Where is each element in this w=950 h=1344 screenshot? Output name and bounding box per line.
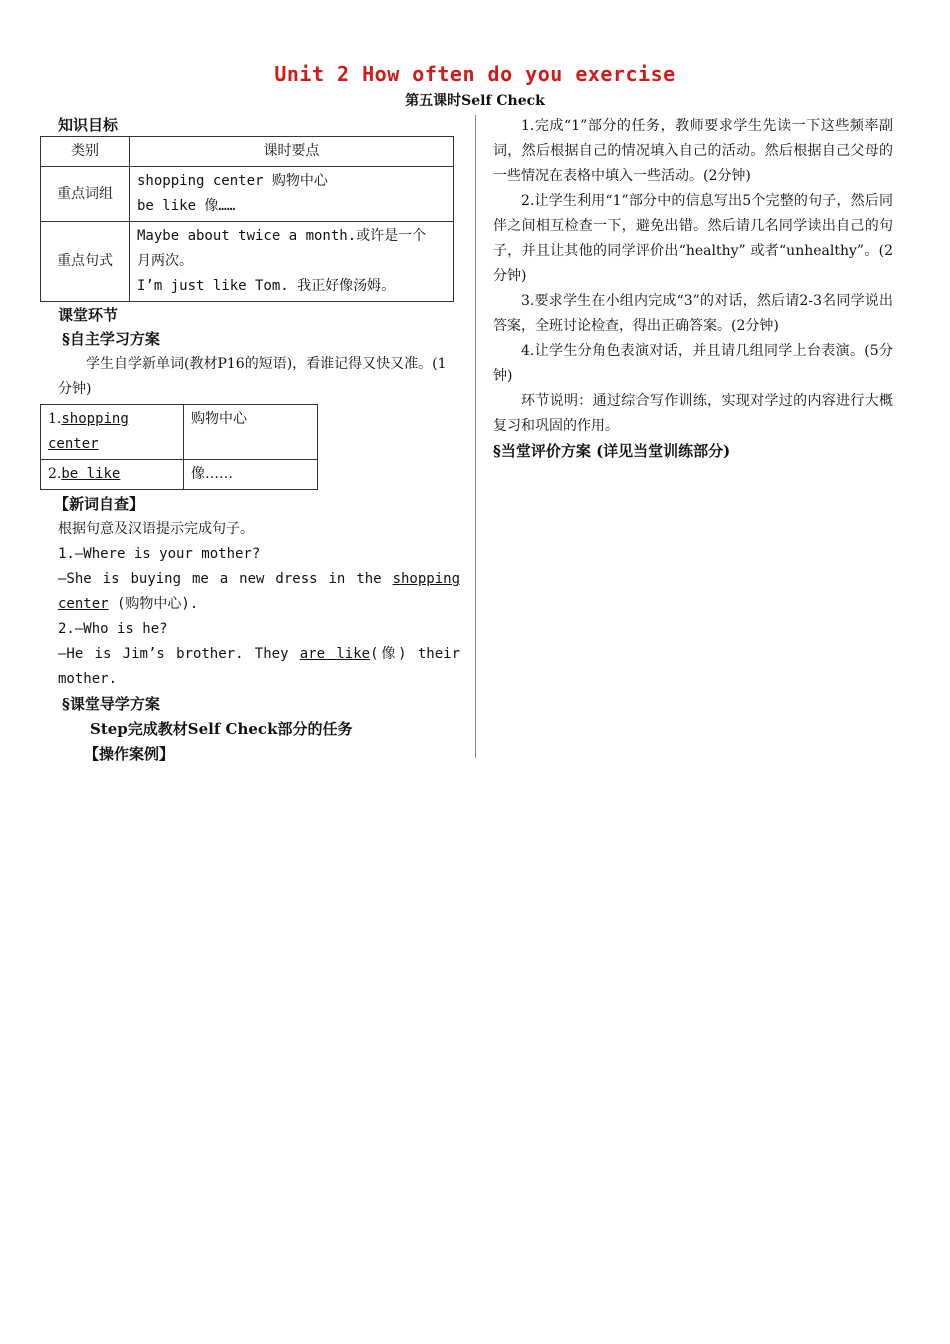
- question-hint: (购物中心).: [108, 596, 199, 612]
- answer-text: shopping center: [58, 571, 460, 612]
- point-line: Maybe about twice a month.或许是一个: [137, 228, 427, 244]
- left-column: [40, 114, 460, 767]
- table-row: [41, 460, 318, 490]
- question-text: —She is buying me a new dress in the: [58, 571, 393, 587]
- answer-text: are like: [299, 646, 371, 662]
- points-cell: [130, 167, 454, 222]
- page-title: Unit 2 How often do you exercise: [274, 62, 676, 86]
- vocab-zh-cell: 购物中心: [184, 405, 318, 460]
- vocab-en-cell: [41, 460, 184, 490]
- section-note: 环节说明：通过综合写作训练，实现对学过的内容进行大概复习和巩固的作用。: [493, 393, 893, 434]
- category-cell: 重点句式: [41, 222, 130, 302]
- vocab-table: [40, 404, 318, 490]
- step-paragraph-4: 4.让学生分角色表演对话，并且请几组同学上台表演。(5分钟): [493, 343, 893, 384]
- question-1-a: 1.—Where is your mother?: [58, 546, 261, 562]
- col-header-points: 课时要点: [130, 137, 454, 167]
- step-paragraph-2: 2.让学生利用“1”部分中的信息写出5个完整的句子，然后同伴之间相互检查一下，避免出错。然后请几名同学读出自己的句子，并且让其他的同学评价出“healthy” 或者“unhealthy”。(2分钟): [493, 193, 893, 284]
- case-heading: 【操作案例】: [84, 745, 175, 763]
- knowledge-heading: 知识目标: [58, 116, 119, 134]
- point-line: I’m just like Tom. 我正好像汤姆。: [137, 278, 396, 294]
- points-cell: [130, 222, 454, 302]
- table-row: [41, 405, 318, 460]
- class-section-heading: 课堂环节: [58, 306, 119, 324]
- col-header-category: 类别: [41, 137, 130, 167]
- table-row: [41, 167, 454, 222]
- question-text: —He is Jim’s brother. They: [58, 646, 300, 662]
- category-cell: 重点词组: [41, 167, 130, 222]
- vocab-en: shopping center: [48, 411, 129, 452]
- evaluation-heading: §当堂评价方案 (详见当堂训练部分): [493, 442, 731, 460]
- table-row: [41, 222, 454, 302]
- point-line: be like 像……: [137, 198, 236, 214]
- vocab-en-cell: [41, 405, 184, 460]
- guide-heading: §课堂导学方案: [62, 695, 160, 713]
- question-2-b: [40, 642, 460, 692]
- point-line: 月两次。: [137, 253, 193, 269]
- self-study-heading: §自主学习方案: [62, 330, 160, 348]
- vocab-en: be like: [61, 466, 121, 482]
- question-hint: (像) their mother.: [58, 646, 461, 687]
- vocab-number: 1.: [48, 411, 62, 427]
- right-column: [493, 114, 893, 464]
- question-1-b: [40, 567, 460, 617]
- step-text: Step完成教材Self Check部分的任务: [90, 720, 353, 738]
- question-2-a: 2.—Who is he?: [58, 621, 168, 637]
- self-study-text: 学生自学新单词(教材P16的短语)，看谁记得又快又准。(1分钟): [58, 356, 447, 397]
- lesson-subtitle: 第五课时Self Check: [405, 93, 545, 109]
- knowledge-table: [40, 136, 454, 302]
- check-heading: 【新词自查】: [54, 495, 145, 513]
- column-divider: [475, 115, 476, 758]
- step-paragraph-3: 3.要求学生在小组内完成“3”的对话，然后请2-3名同学说出答案，全班讨论检查，得出正确答案。(2分钟): [493, 293, 893, 334]
- step-paragraph-1: 1.完成“1”部分的任务，教师要求学生先读一下这些频率副词，然后根据自己的情况填入自己的活动。然后根据自己父母的一些情况在表格中填入一些活动。(2分钟): [493, 118, 893, 184]
- check-intro: 根据句意及汉语提示完成句子。: [58, 521, 254, 537]
- vocab-number: 2.: [48, 466, 62, 482]
- point-line: shopping center 购物中心: [137, 173, 328, 189]
- vocab-zh-cell: 像……: [184, 460, 318, 490]
- table-header-row: [41, 137, 454, 167]
